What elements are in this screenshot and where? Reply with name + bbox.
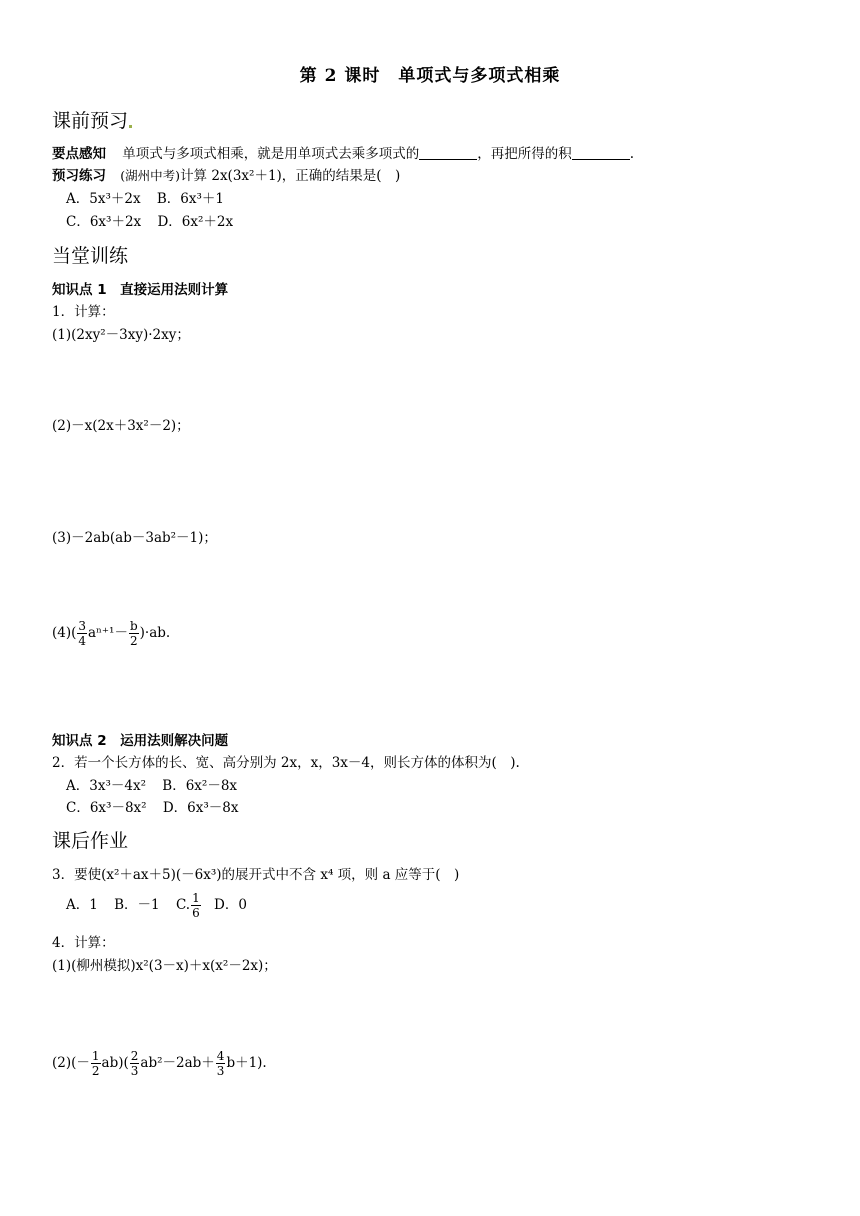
question-1-part-4: (4)( $\frac{3}{4}$ aⁿ⁺¹－ $\frac{b}{2}$ )·ab. [52,619,171,648]
practice-options-row-1 [66,191,224,207]
question-1-part-3: (3)－2ab(ab－3ab²－1)； [52,530,217,546]
practice-line [52,168,400,184]
practice-options-row-2 [66,214,233,230]
fraction-b-2: $\frac{b}{2}$ [129,619,138,648]
fraction-2-3: $\frac{2}{3}$ [130,1049,139,1078]
page-title: 第 2 课时 单项式与多项式相乘 [299,66,561,86]
question-3-options [66,892,247,919]
fill-blank-2 [572,147,630,160]
question-1-part-2: (2)－x(2x＋3x²－2)； [52,418,190,434]
question-4-part-1: (1)(柳州模拟)x²(3－x)＋x(x²－2x)； [52,958,277,974]
practice-source: (湖州中考) [120,168,181,183]
question-2-stem: 2．若一个长方体的长、宽、高分别为 2x，x，3x－4，则长方体的体积为( ). [52,755,520,771]
question-2-option-b: B．6x²－8x [162,778,238,794]
question-3-option-c: C. $\frac{1}{6}$ [175,891,200,920]
key-point-text-1: 单项式与多项式相乘，就是用单项式去乘多项式的 [122,146,420,162]
question-1-stem: 1．计算： [52,304,115,320]
question-3-stem: 3．要使(x²＋ax＋5)(－6x³)的展开式中不含 x⁴ 项，则 a 应等于( ) [52,867,460,883]
fraction-3-4: $\frac{3}{4}$ [78,619,87,648]
question-3-option-d: D．0 [214,897,247,913]
fraction-4-3: $\frac{4}{3}$ [216,1049,225,1078]
key-point-text-2: ，再把所得的积 [477,146,572,162]
question-3-option-a: A．1 [66,897,98,913]
practice-option-b: B．6x³＋1 [156,191,224,207]
key-point-label: 要点感知 [52,146,106,162]
section-heading-preview: 课前预习 [52,110,132,133]
fraction-1-2: $\frac{1}{2}$ [91,1049,100,1078]
question-2-option-c: C．6x³－8x² [66,800,147,816]
practice-label: 预习练习 [52,168,106,184]
knowledge-point-1-label: 知识点 1 直接运用法则计算 [52,282,229,298]
key-point-line: 要点感知 单项式与多项式相乘，就是用单项式去乘多项式的 ，再把所得的积 . [52,146,635,162]
question-4-stem: 4．计算： [52,935,115,951]
knowledge-point-2-label: 知识点 2 运用法则解决问题 [52,733,229,749]
section-heading-class: 当堂训练 [52,245,129,267]
question-2-option-a: A．3x³－4x² [66,778,146,794]
practice-option-a: A．5x³＋2x [66,191,141,207]
fill-blank-1 [419,147,477,160]
question-1-part-1: (1)(2xy²－3xy)·2xy； [52,327,190,343]
question-2-options-row-2 [66,800,239,816]
question-3-option-b: B．－1 [114,897,160,913]
question-4-part-2: (2)(－ $\frac{1}{2}$ ab)( $\frac{2}{3}$ ab²－2ab＋ $\frac{4}{3}$ b＋1). [52,1049,267,1078]
section-heading-homework: 课后作业 [52,830,129,852]
practice-option-c: C．6x³＋2x [66,214,142,230]
question-2-option-d: D．6x³－8x [162,800,239,816]
practice-option-d: D．6x²＋2x [157,214,234,230]
question-2-options-row-1 [66,778,237,794]
practice-text: 计算 2x(3x²＋1)，正确的结果是( ) [180,168,401,184]
fraction-1-6: $\frac{1}{6}$ [192,891,200,920]
